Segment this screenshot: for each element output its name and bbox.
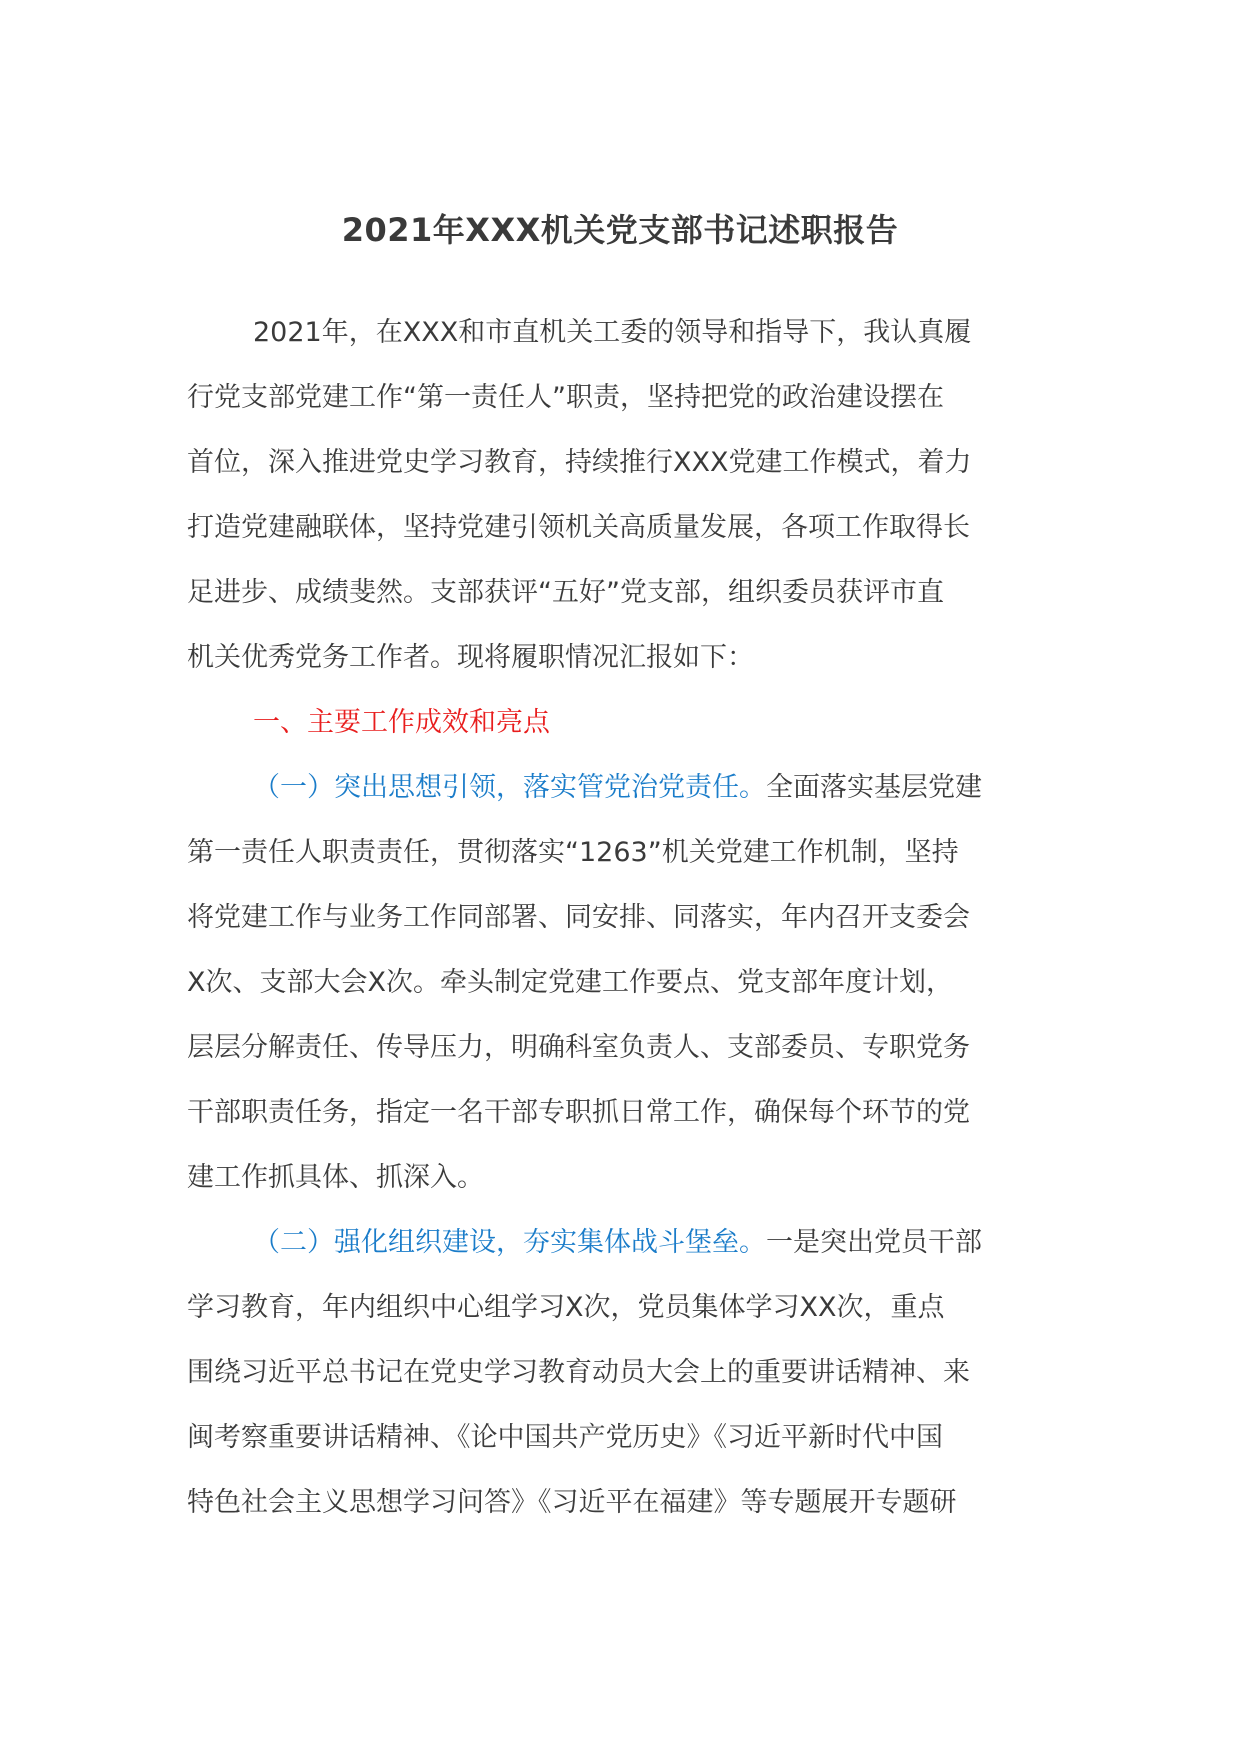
paragraph-line: 干部职责任务，指定一名干部专职抓日常工作，确保每个环节的党 — [187, 1097, 970, 1128]
paragraph-text: 全面落实基层党建 — [766, 772, 982, 803]
paragraph-line: 2021年，在XXX和市直机关工委的领导和指导下，我认真履 — [253, 317, 972, 348]
paragraph-line: 学习教育，年内组织中心组学习X次，党员集体学习XX次，重点 — [187, 1292, 945, 1323]
paragraph-line: 闽考察重要讲话精神、《论中国共产党历史》《习近平新时代中国 — [187, 1422, 943, 1453]
paragraph-line: 机关优秀党务工作者。现将履职情况汇报如下： — [187, 642, 754, 673]
paragraph-line: 特色社会主义思想学习问答》《习近平在福建》等专题展开专题研 — [187, 1487, 957, 1518]
paragraph-text: 一是突出党员干部 — [766, 1227, 982, 1258]
subsection-line — [187, 1210, 1067, 1275]
paragraph-line: 围绕习近平总书记在党史学习教育动员大会上的重要讲话精神、来 — [187, 1357, 970, 1388]
document-title: 2021年XXX机关党支部书记述职报告 — [341, 211, 899, 249]
subsection-line — [187, 755, 1067, 820]
paragraph-line: 将党建工作与业务工作同部署、同安排、同落实，年内召开支委会 — [187, 902, 970, 933]
subsection-heading: （一）突出思想引领，落实管党治党责任。 — [253, 772, 766, 803]
subsection-heading: （二）强化组织建设，夯实集体战斗堡垒。 — [253, 1227, 766, 1258]
paragraph-line: 层层分解责任、传导压力，明确科室负责人、支部委员、专职党务 — [187, 1032, 970, 1063]
document-body — [187, 300, 1067, 1535]
paragraph-line: 打造党建融联体，坚持党建引领机关高质量发展，各项工作取得长 — [187, 512, 970, 543]
section-heading: 一、主要工作成效和亮点 — [253, 707, 550, 738]
paragraph-line: 行党支部党建工作“第一责任人”职责，坚持把党的政治建设摆在 — [187, 382, 944, 413]
paragraph-line: 第一责任人职责责任，贯彻落实“1263”机关党建工作机制，坚持 — [187, 837, 959, 868]
paragraph-line: 足进步、成绩斐然。支部获评“五好”党支部，组织委员获评市直 — [187, 577, 944, 608]
paragraph-line: X次、支部大会X次。牵头制定党建工作要点、党支部年度计划， — [187, 967, 953, 998]
paragraph-line: 建工作抓具体、抓深入。 — [187, 1162, 484, 1193]
paragraph-line: 首位，深入推进党史学习教育，持续推行XXX党建工作模式，着力 — [187, 447, 972, 478]
